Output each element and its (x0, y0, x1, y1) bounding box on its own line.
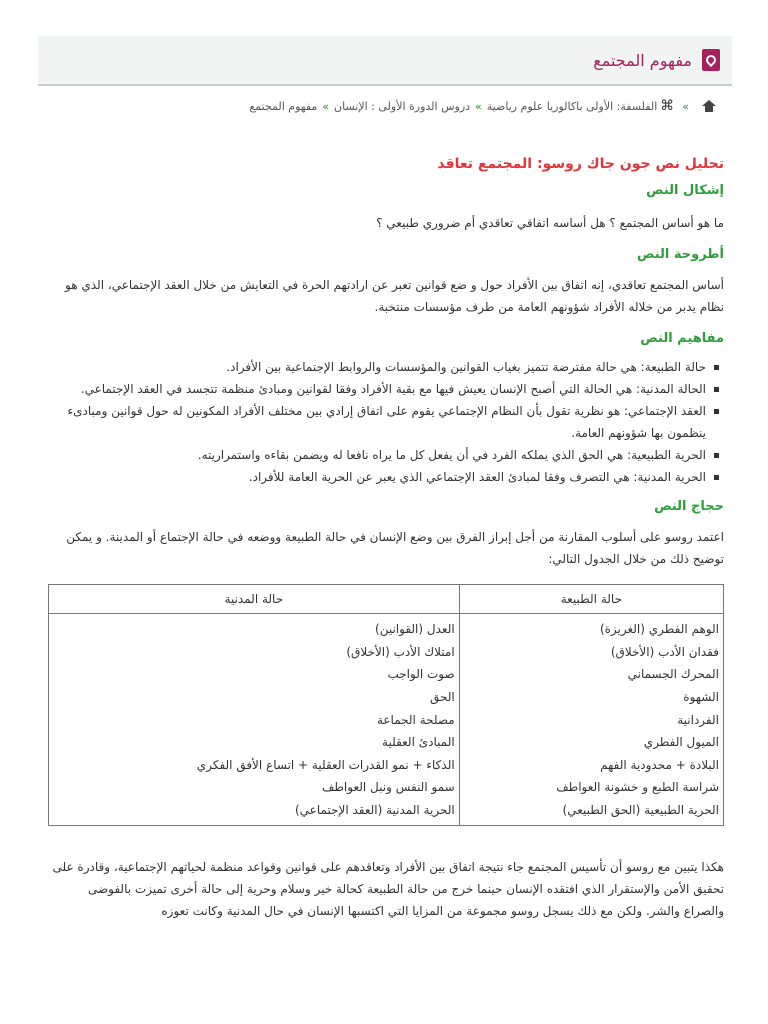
table-cell: العدل (القوانين) (49, 614, 460, 641)
command-icon: ⌘ (660, 98, 675, 114)
pdf-icon[interactable] (702, 49, 720, 71)
concepts-heading: مفاهيم النص (640, 331, 724, 346)
table-cell: صوت الواجب (49, 663, 460, 686)
table-cell: فقدان الأدب (الأخلاق) (459, 641, 723, 664)
table-row (49, 686, 724, 709)
problem-heading: إشكال النص (646, 183, 724, 198)
table-row (49, 731, 724, 754)
comparison-table (48, 584, 724, 826)
thesis-heading: أطروحة النص (636, 247, 724, 262)
table-cell: الفردانية (459, 708, 723, 731)
breadcrumb-separator: » (322, 99, 330, 113)
column-header-civil: حالة المدنية (49, 585, 460, 614)
thesis-text: أساس المجتمع تعاقدي، إنه اتفاق بين الأفراد حول و ضع قوانين تعبر عن ارادتهم الحرة في التعايش من خلال العقد الإجتماعي، الذي هو نظام يدبر من خلاله الأفراد شؤونهم العامة من طرف مؤسسات منتخبة. (65, 278, 724, 314)
home-icon[interactable] (702, 100, 716, 112)
table-cell: البلادة + محدودية الفهم (459, 754, 723, 777)
table-cell: شراسة الطبع و خشونة العواطف (459, 776, 723, 799)
page-header (38, 36, 732, 86)
table-cell: مصلحة الجماعة (49, 708, 460, 731)
table-row (49, 754, 724, 777)
table-row (49, 663, 724, 686)
table-cell: المبادئ العقلية (49, 731, 460, 754)
breadcrumb (38, 96, 716, 116)
column-header-nature: حالة الطبيعة (459, 585, 723, 614)
table-header-row (49, 585, 724, 614)
breadcrumb-separator: » (682, 99, 689, 113)
page-title: مفهوم المجتمع (593, 50, 692, 70)
breadcrumb-item-current: مفهوم المجتمع (249, 99, 318, 113)
list-item: الحرية المدنية: هي التصرف وفقا لمبادئ العقد الإجتماعي الذي يعبر عن الحرية العامة للأفراد. (48, 466, 706, 488)
table-cell: الذكاء + نمو القدرات العقلية + اتساع الأفق الفكري (49, 754, 460, 777)
list-item: الحالة المدنية: هي الحالة التي أصبح الإنسان يعيش فيها مع بقية الأفراد وفقا لقوانين ومبادئ منظمة تتجسد في العقد الإجتماعي. (48, 378, 706, 400)
table-cell: الوهم الفطري (الغريزة) (459, 614, 723, 641)
table-row (49, 799, 724, 826)
arguments-text: اعتمد روسو على أسلوب المقارنة من أجل إبراز الفرق بين وضع الإنسان في حالة الطبيعة ووضعه في حالة الإجتماع أو المدينة. و يمكن توضيح ذلك من خلال الجدول التالي: (66, 530, 724, 566)
breadcrumb-separator: » (475, 99, 482, 113)
list-item: العقد الإجتماعي: هو نظرية تقول بأن النظام الإجتماعي يقوم على اتفاق إرادي بين مختلف الأفراد المكونين له حول قوانين ومبادىء ينظمون بها شؤونهم العامة. (48, 400, 706, 444)
table-cell: الحق (49, 686, 460, 709)
table-cell: المحرك الجسماني (459, 663, 723, 686)
table-cell: الميول الفطري (459, 731, 723, 754)
table-cell: سمو النفس ونبل العواطف (49, 776, 460, 799)
breadcrumb-item-philosophy[interactable]: الفلسفة: الأولى باكالوريا علوم رياضية (486, 99, 658, 113)
problem-text: ما هو أساس المجتمع ؟ هل أساسه اتفاقي تعاقدي أم ضروري طبيعي ؟ (376, 216, 724, 230)
table-row (49, 614, 724, 641)
concepts-list (48, 356, 724, 488)
arguments-heading: حجاج النص (654, 499, 724, 514)
table-row (49, 641, 724, 664)
table-row (49, 776, 724, 799)
table-row (49, 708, 724, 731)
list-item: حالة الطبيعة: هي حالة مفترضة تتميز بغياب القوانين والمؤسسات والروابط الإجتماعية بين الأفراد. (48, 356, 706, 378)
table-cell: الشهوة (459, 686, 723, 709)
table-cell: الحرية المدنية (العقد الإجتماعي) (49, 799, 460, 826)
table-cell: امتلاك الأدب (الأخلاق) (49, 641, 460, 664)
article-content (48, 152, 724, 922)
table-cell: الحرية الطبيعية (الحق الطبيعي) (459, 799, 723, 826)
conclusion-text: هكذا يتبين مع روسو أن تأسيس المجتمع جاء نتيجة اتفاق بين الأفراد وتعاقدهم على قوانين وقواعد منظمة لحياتهم الإجتماعية، وقادرة على تحقيق الأمن والإستقرار الذي افتقده الإنسان حينما خرج من حالة الطبيعة كحالة خير وسلام وحرية إلى حالة أخرى تميزت بالفوضى والصراع والشر. ولكن مع ذلك يسجل روسو مجموعة من المزايا التي اكتسبها الإنسان في حال المدنية وكانت تعوزه (52, 860, 724, 919)
breadcrumb-item-lessons[interactable]: دروس الدورة الأولى : الإنسان (334, 99, 471, 113)
list-item: الحرية الطبيعية: هي الحق الذي يملكه الفرد في أن يفعل كل ما يراه نافعا له ويضمن بقاءه واستمراريته. (48, 444, 706, 466)
article-title: تحليل نص جون جاك روسو: المجتمع تعاقد (437, 156, 724, 172)
